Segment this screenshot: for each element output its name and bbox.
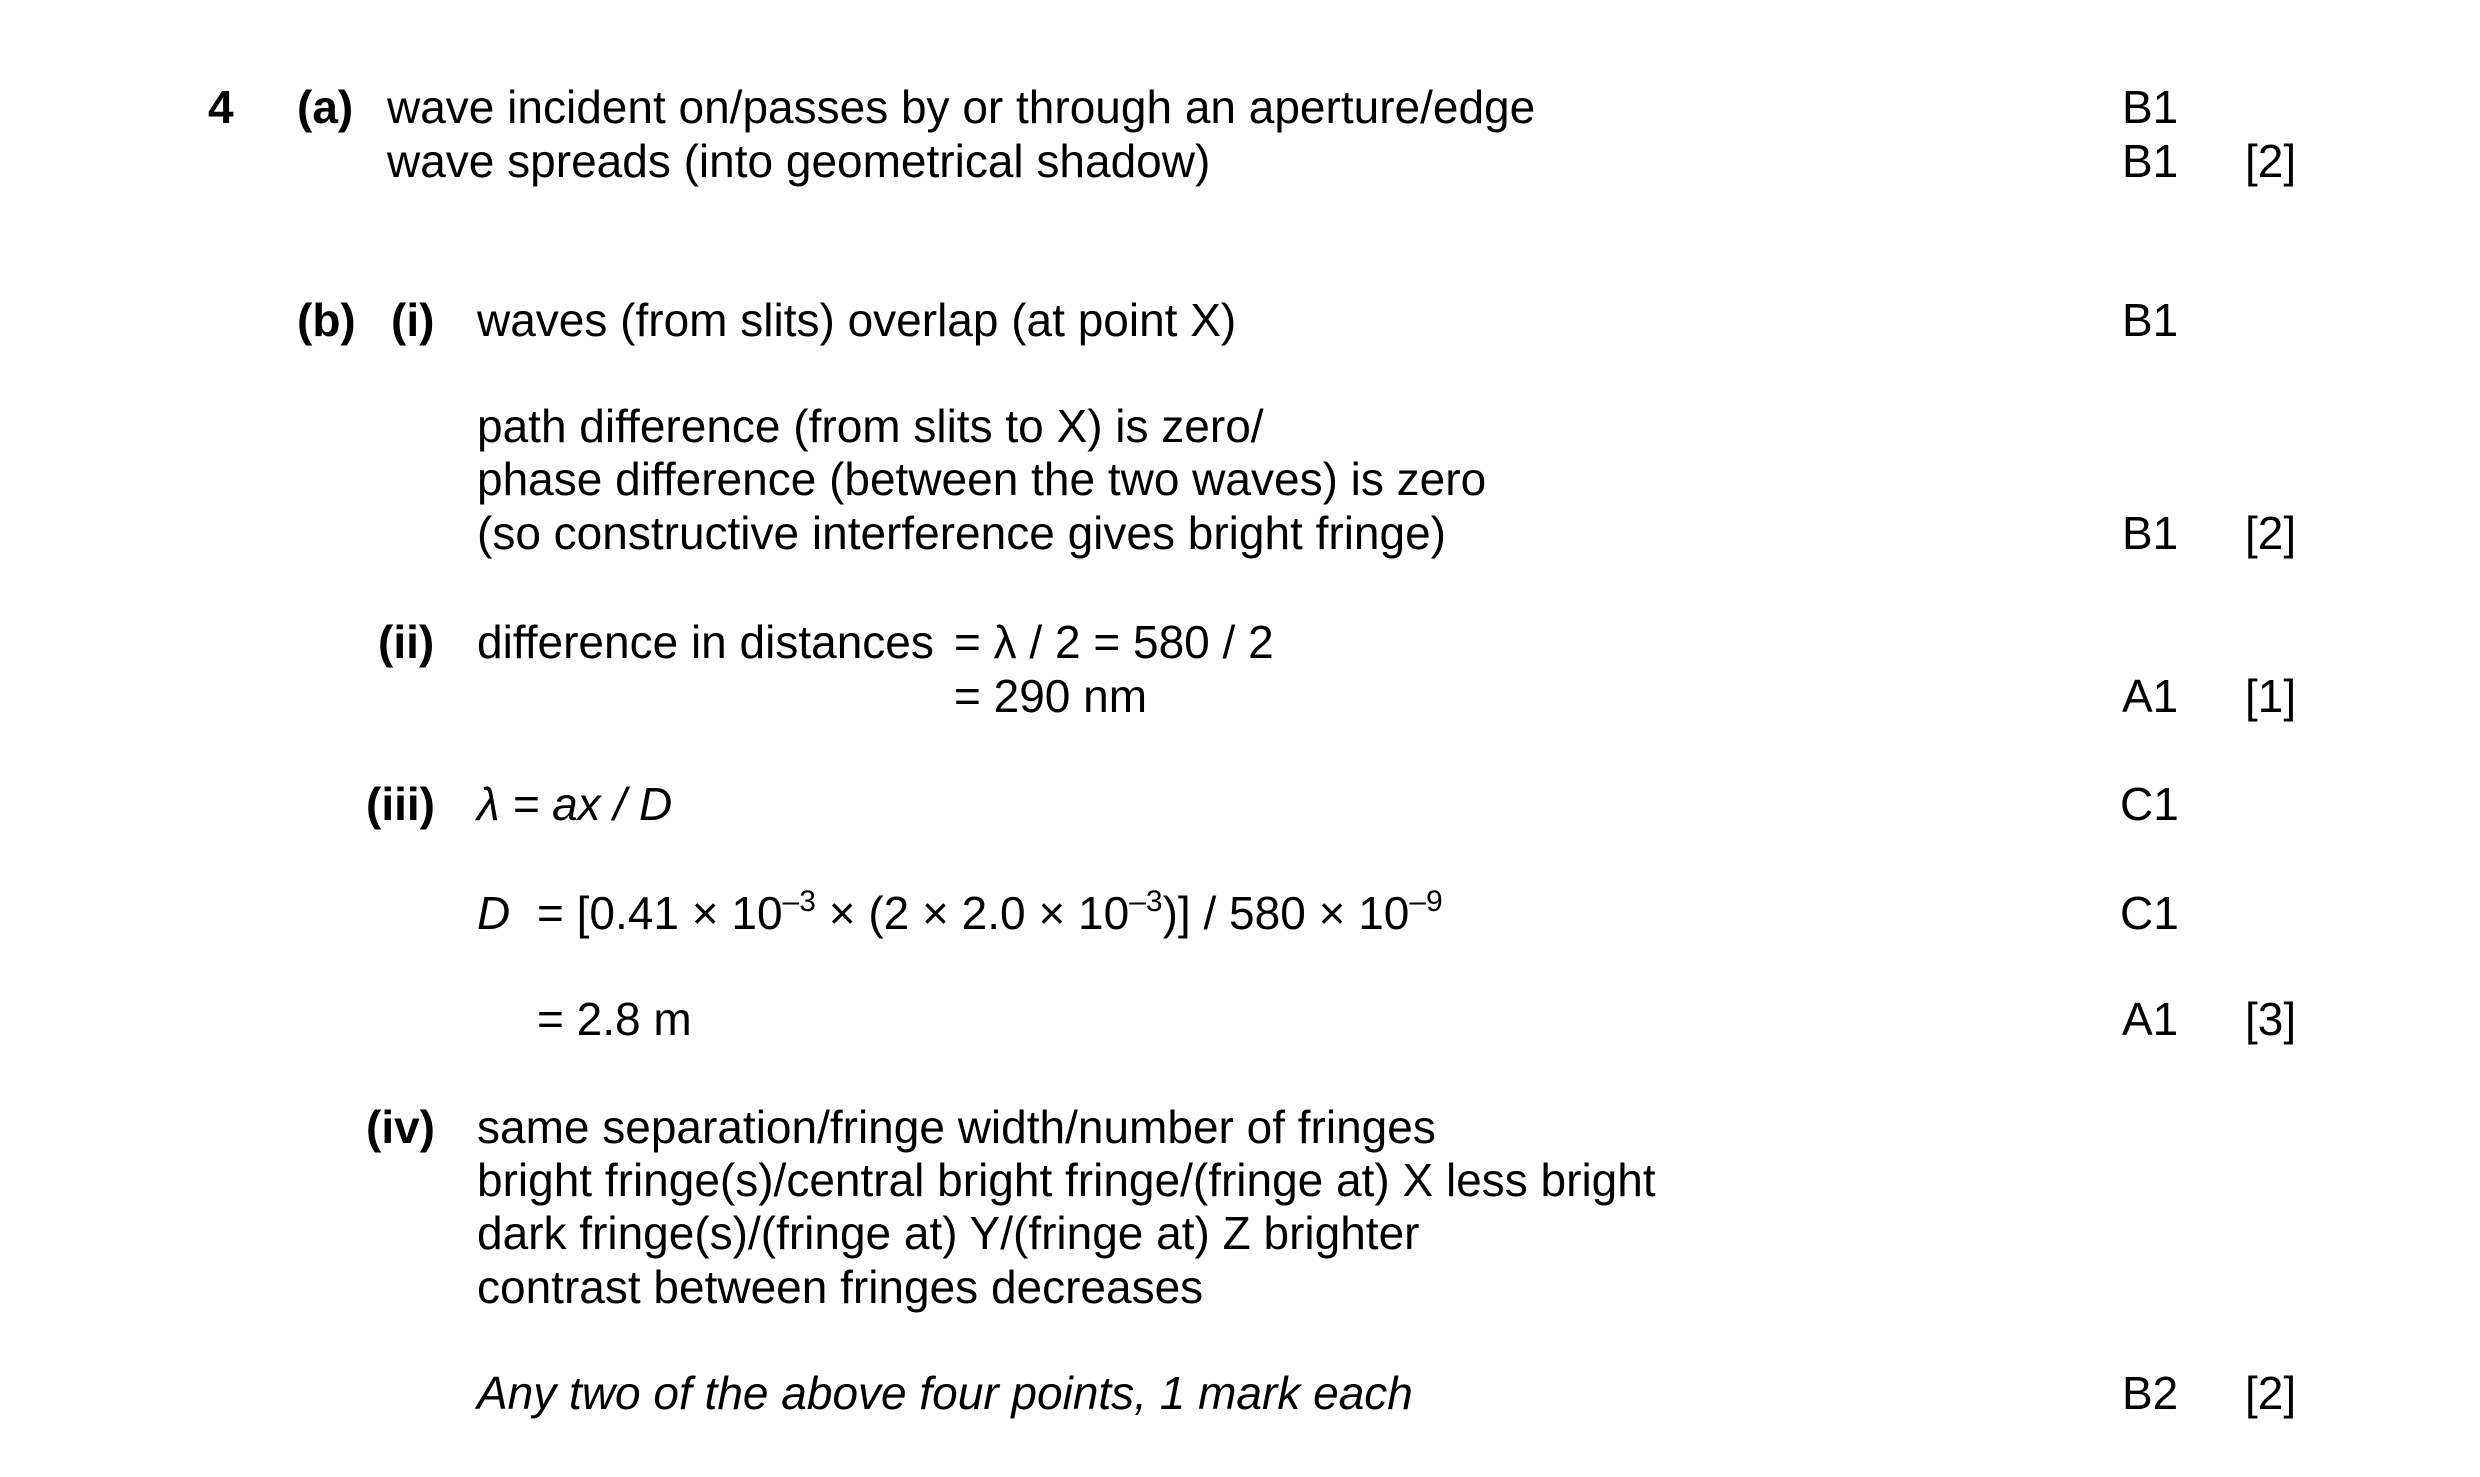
- part-b-iv-note-mark: B2: [2122, 1367, 2179, 1419]
- part-b-iv-total: [2]: [2245, 1367, 2297, 1419]
- part-b-i-line-2: path difference (from slits to X) is zero/: [477, 400, 1264, 452]
- d-symbol: D: [477, 887, 511, 939]
- exponent-3: –9: [1409, 885, 1443, 918]
- exponent-1: –3: [782, 885, 816, 918]
- part-b-ii-line-1-text: difference in distances: [477, 616, 934, 668]
- part-b-iii-label: (iii): [366, 778, 435, 830]
- part-b-i-total: [2]: [2245, 507, 2297, 559]
- part-b-label: (b): [297, 294, 356, 346]
- part-b-i-line-1-mark: B1: [2122, 294, 2179, 346]
- part-b-ii-total: [1]: [2245, 670, 2297, 722]
- formula-rest: = ax / D: [499, 778, 673, 830]
- part-b-i-line-4: (so constructive interference gives bright fringe): [477, 507, 1446, 559]
- part-b-iii-line-3-mark: A1: [2122, 993, 2179, 1045]
- part-a-total: [2]: [2245, 135, 2297, 187]
- part-a-line-2-mark: B1: [2122, 135, 2179, 187]
- part-b-iv-line-1: same separation/fringe width/number of fringes: [477, 1101, 1436, 1153]
- part-a-line-1-mark: B1: [2122, 81, 2179, 133]
- part-a-line-1: wave incident on/passes by or through an aperture/edge: [387, 81, 1536, 133]
- equation-part-2: × (2 × 2.0 × 10: [815, 887, 1130, 939]
- part-b-iv-note: Any two of the above four points, 1 mark each: [477, 1367, 1413, 1419]
- equation-part-1: = [0.41 × 10: [537, 887, 783, 939]
- part-b-iii-total: [3]: [2245, 993, 2297, 1045]
- part-a-label: (a): [297, 81, 354, 133]
- part-b-ii-line-2-mark: A1: [2122, 670, 2179, 722]
- lambda-symbol: λ: [477, 778, 500, 830]
- part-b-iii-line-3: = 2.8 m: [537, 993, 692, 1045]
- part-b-ii-label: (ii): [378, 616, 435, 668]
- part-b-i-line-4-mark: B1: [2122, 507, 2179, 559]
- part-b-i-line-3: phase difference (between the two waves) is zero: [477, 453, 1487, 505]
- part-b-iv-label: (iv): [366, 1101, 435, 1153]
- part-a-line-2: wave spreads (into geometrical shadow): [387, 135, 1211, 187]
- part-b-iii-line-2-equation: [537, 885, 1443, 939]
- part-b-iii-line-1-mark: C1: [2120, 778, 2179, 830]
- part-b-i-label: (i): [391, 294, 435, 346]
- part-b-iv-line-2: bright fringe(s)/central bright fringe/(fringe at) X less bright: [477, 1154, 1656, 1206]
- part-b-ii-line-1-equation: = λ / 2 = 580 / 2: [954, 616, 1274, 668]
- exponent-2: –3: [1129, 885, 1163, 918]
- equation-part-3: )] / 580 × 10: [1162, 887, 1410, 939]
- part-b-iv-line-3: dark fringe(s)/(fringe at) Y/(fringe at) Z brighter: [477, 1207, 1420, 1259]
- part-b-ii-line-2-equation: = 290 nm: [954, 670, 1148, 722]
- part-b-i-line-1: waves (from slits) overlap (at point X): [477, 294, 1237, 346]
- part-b-iv-line-4: contrast between fringes decreases: [477, 1261, 1204, 1313]
- question-number: 4: [208, 81, 234, 133]
- part-b-iii-line-2-mark: C1: [2120, 887, 2179, 939]
- part-b-iii-line-1: [477, 778, 673, 830]
